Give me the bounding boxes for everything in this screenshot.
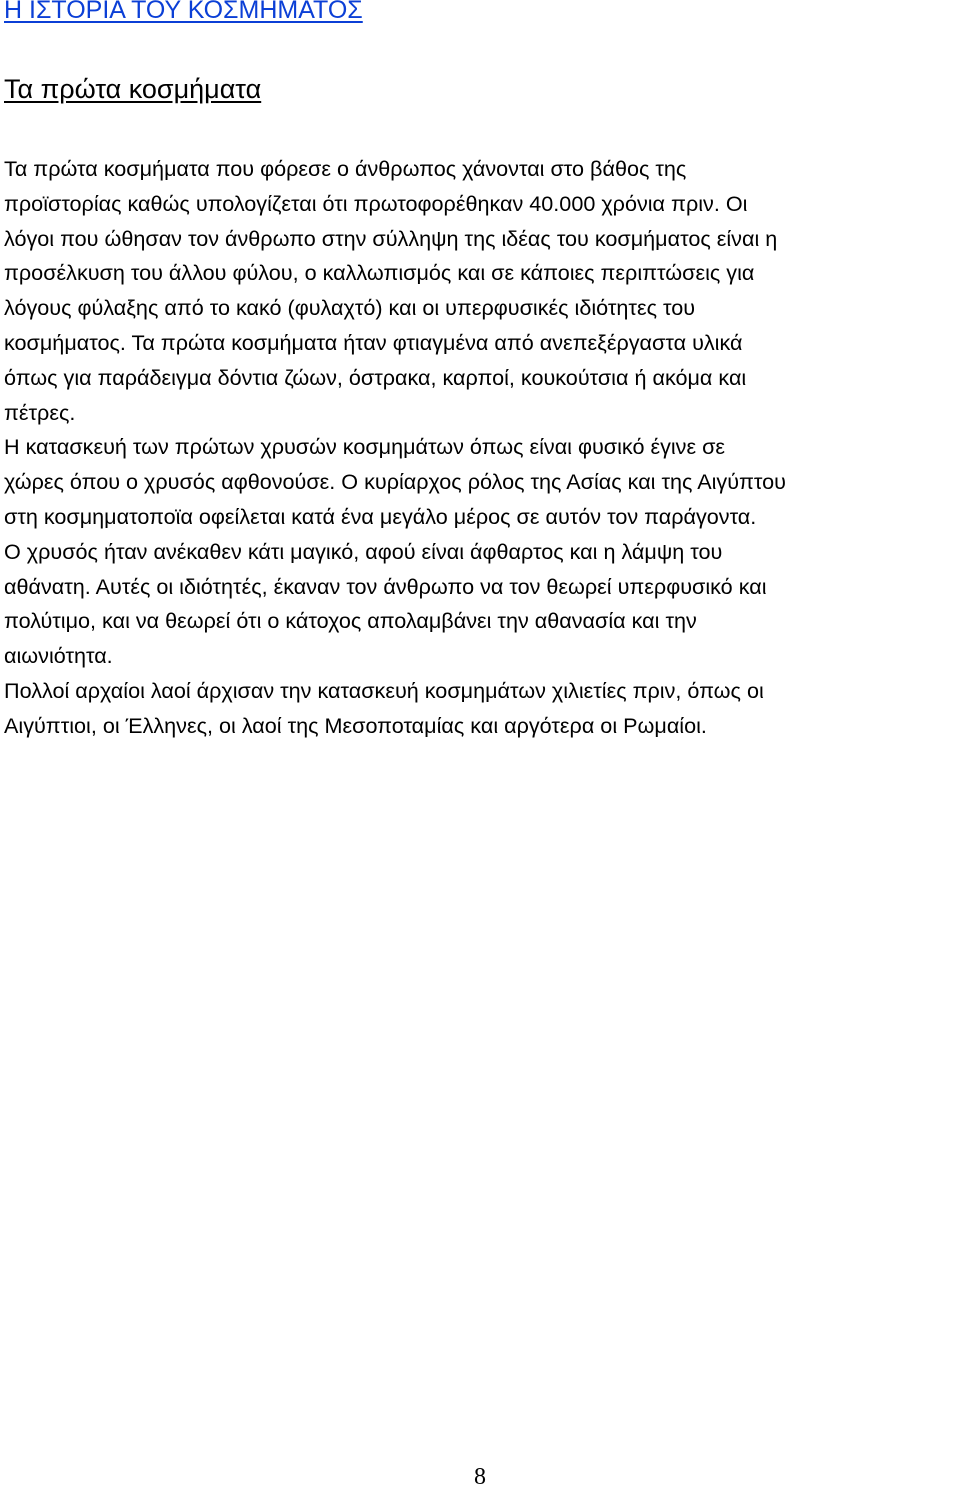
text-line: χώρες όπου ο χρυσός αφθονούσε. Ο κυρίαρχος ρόλος της Ασίας και της Αιγύπτου [4,469,786,495]
text-line: λόγοι που ώθησαν τον άνθρωπο στην σύλληψη της ιδέας του κοσμήματος είναι η [4,225,778,251]
text-line: Ο χρυσός ήταν ανέκαθεν κάτι μαγικό, αφού είναι άφθαρτος και η λάμψη του [4,538,723,564]
text-line: πέτρες. [4,399,76,425]
text-line: προσέλκυση του άλλου φύλου, ο καλλωπισμός και σε κάποιες περιπτώσεις για [4,260,755,286]
document-title-link[interactable]: Η ΙΣΤΟΡΙΑ ΤΟΥ ΚΟΣΜΗΜΑΤΟΣ [4,0,363,24]
text-line: όπως για παράδειγμα δόντια ζώων, όστρακα, καρποί, κουκούτσια ή ακόμα και [4,364,747,390]
text-line: Αιγύπτιοι, οι Έλληνες, οι λαοί της Μεσοποταμίας και αργότερα οι Ρωμαίοι. [4,712,707,738]
section-heading: Τα πρώτα κοσμήματα [4,74,262,104]
text-line: κοσμήματος. Τα πρώτα κοσμήματα ήταν φτιαγμένα από ανεπεξέργαστα υλικά [4,329,743,355]
text-line: πολύτιμο, και να θεωρεί ότι ο κάτοχος απολαμβάνει την αθανασία και την [4,608,697,634]
text-line: λόγους φύλαξης από το κακό (φυλαχτό) και οι υπερφυσικές ιδιότητες του [4,295,696,321]
body-text [4,152,954,744]
text-line: Τα πρώτα κοσμήματα που φόρεσε ο άνθρωπος χάνονται στο βάθος της [4,156,687,181]
text-line: αιωνιότητα. [4,643,113,669]
text-line: στη κοσμηματοποϊα οφείλεται κατά ένα μεγάλο μέρος σε αυτόν τον παράγοντα. [4,503,757,529]
page-number: 8 [474,1464,486,1490]
text-line: Η κατασκευή των πρώτων χρυσών κοσμημάτων όπως είναι φυσικό έγινε σε [4,434,726,460]
text-line: Πολλοί αρχαίοι λαοί άρχισαν την κατασκευή κοσμημάτων χιλιετίες πριν, όπως οι [4,677,764,703]
text-line: αθάνατη. Αυτές οι ιδιότητές, έκαναν τον άνθρωπο να τον θεωρεί υπερφυσικό και [4,573,767,599]
text-line: προϊστορίας καθώς υπολογίζεται ότι πρωτοφορέθηκαν 40.000 χρόνια πριν. Οι [4,190,748,216]
